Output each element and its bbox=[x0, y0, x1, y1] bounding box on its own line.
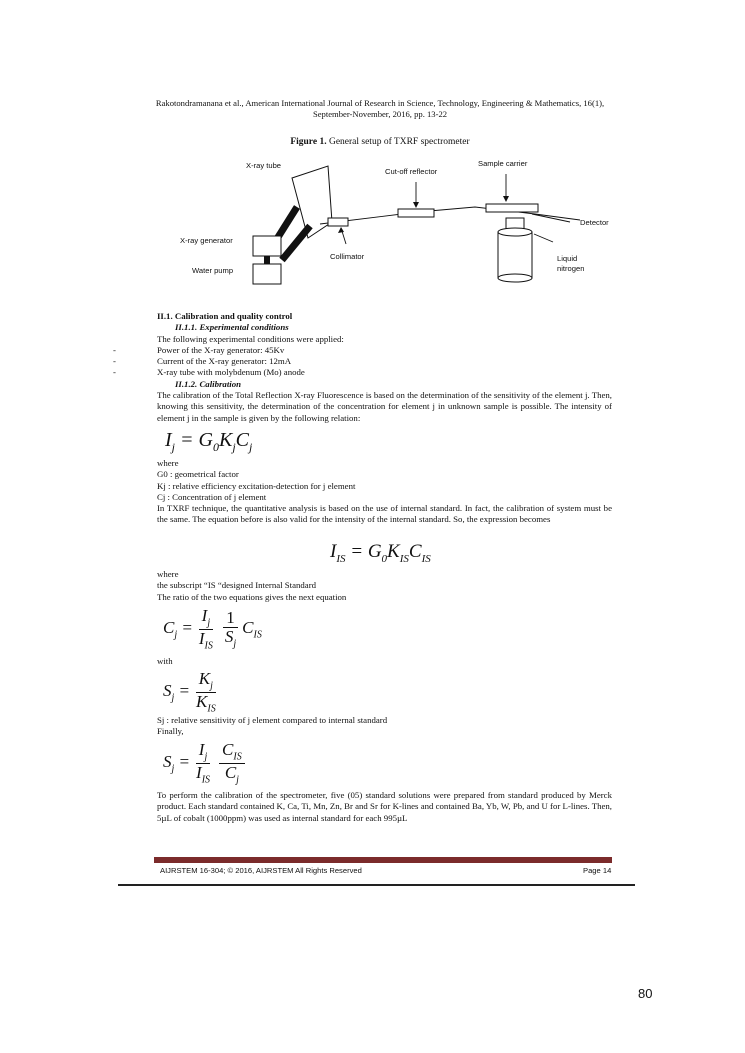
collimator-arrow-head bbox=[338, 227, 344, 233]
subsection-calibration-title: II.1.2. Calibration bbox=[175, 378, 241, 389]
equation-internal-standard: $I_{IS} = G_0K_{IS}C_{IS}$ bbox=[330, 541, 431, 565]
equation-sensitivity-final: $S_j$ = $\frac{I_j}{I_{IS}}$ $\frac{C_{IS}}{C_j}$ bbox=[163, 741, 248, 785]
with-label: with bbox=[157, 656, 173, 666]
cable-lower bbox=[282, 226, 310, 260]
label-nitrogen: nitrogen bbox=[557, 264, 585, 273]
label-water-pump: Water pump bbox=[192, 266, 234, 275]
paragraph-calibration: The calibration of the Total Reflection X-ray Fluorescence is based on the determination of the sensitivity of the element j. Then, knowing this sensitivity, the determination of the concentration for element j in unknown sample is possible. The intensity of element j in the sample is given by the following relation: bbox=[157, 390, 612, 423]
label-xray-generator: X-ray generator bbox=[180, 236, 233, 245]
finally-label: Finally, bbox=[157, 726, 184, 737]
cutoff-reflector-shape bbox=[398, 209, 434, 217]
sensitivity-definition-block bbox=[157, 715, 612, 738]
footer-bar bbox=[154, 857, 612, 863]
xray-tube-shape bbox=[292, 166, 332, 238]
nitrogen-arrow bbox=[534, 234, 553, 242]
label-xray-tube: X-ray tube bbox=[246, 161, 282, 170]
equation-sensitivity: $S_j$ = $\frac{K_j}{K_{IS}}$ bbox=[163, 669, 216, 715]
conditions-intro: The following experimental conditions were applied: bbox=[157, 333, 344, 344]
dewar-bottom bbox=[498, 274, 532, 282]
subsection-experimental-heading bbox=[157, 322, 612, 333]
sample-carrier-shape bbox=[486, 204, 538, 212]
dewar-body bbox=[498, 232, 532, 278]
condition-item: - X-ray tube with molybdenum (Mo) anode bbox=[157, 367, 612, 378]
paragraph-internal-standard: In TXRF technique, the quantitative analysis is based on the use of internal standard. In fact, the calibration of system must be the same. The equation before is also valid for the intensity of the internal standard. So, the expression becomes bbox=[157, 503, 612, 525]
subscript-note: the subscript “IS “designed Internal Standard bbox=[157, 580, 317, 591]
water-pump-box bbox=[253, 264, 281, 284]
label-liquid: Liquid bbox=[557, 254, 578, 263]
footer-page-label: Page 14 bbox=[583, 866, 612, 875]
figure-caption bbox=[150, 137, 610, 147]
cutoff-arrow-head bbox=[413, 202, 419, 208]
collimator-shape bbox=[328, 218, 348, 226]
label-sample-carrier: Sample carrier bbox=[478, 159, 528, 168]
label-cutoff-reflector: Cut-off reflector bbox=[385, 167, 438, 176]
def-sj: Sj : relative sensitivity of j element compared to internal standard bbox=[157, 715, 388, 725]
section-calibration bbox=[157, 311, 612, 424]
footer-copyright: AIJRSTEM 16-304; © 2016, AIJRSTEM All Rights Reserved bbox=[160, 866, 362, 875]
figure-caption-text: General setup of TXRF spectrometer bbox=[326, 137, 470, 147]
label-collimator: Collimator bbox=[330, 252, 365, 261]
def-kj: Kj : relative efficiency excitation-detection for j element bbox=[157, 480, 356, 491]
subsection-experimental-title: II.1.1. Experimental conditions bbox=[175, 322, 289, 333]
equation-concentration: $C_j$ = $\frac{I_j}{I_{IS}}$ $\frac{1}{S_j}$ $C_{IS}$ bbox=[163, 606, 262, 652]
figure-caption-label: Figure 1. bbox=[290, 137, 327, 147]
paragraph-standards: To perform the calibration of the spectrometer, five (05) standard solutions were prepared from standard produced by Merck product. Each standard contained K, Ca, Ti, Mn, Zn, Br and Sr for K-lines and contained Ba, Yb, W, Pb, and U for L-lines. Then, 5µL of cobalt (1000ppm) was used as internal standard for each 995µL bbox=[157, 790, 612, 823]
where-label: where bbox=[157, 458, 179, 468]
label-detector: Detector bbox=[580, 218, 609, 227]
ratio-block bbox=[157, 569, 612, 603]
def-cj: Cj : Concentration of j element bbox=[157, 491, 267, 502]
subsection-calibration-heading bbox=[157, 379, 612, 390]
txrf-setup-diagram bbox=[160, 152, 620, 287]
condition-item: - Power of the X-ray generator: 45Kv bbox=[157, 345, 612, 356]
journal-header bbox=[150, 98, 610, 120]
page-number: 80 bbox=[638, 986, 653, 1001]
header-line-2: September-November, 2016, pp. 13-22 bbox=[312, 109, 448, 119]
def-g0: G0 : geometrical factor bbox=[157, 469, 239, 480]
where-label-2: where bbox=[157, 569, 179, 579]
footer-divider bbox=[118, 884, 635, 886]
dewar-top bbox=[498, 228, 532, 236]
header-line-1: Rakotondramanana et al., American International Journal of Research in Science, Technology, Engineering & Mathematics, 16(1), bbox=[155, 98, 605, 108]
sample-arrow-head bbox=[503, 196, 509, 202]
xray-generator-box bbox=[253, 236, 281, 256]
connector-block bbox=[264, 256, 270, 264]
definitions-block bbox=[157, 458, 612, 526]
equation-intensity: $I_j = G_0K_jC_j$ bbox=[165, 429, 253, 454]
condition-item: - Current of the X-ray generator: 12mA bbox=[157, 356, 612, 367]
section-heading: II.1. Calibration and quality control bbox=[157, 311, 293, 321]
ratio-note: The ratio of the two equations gives the next equation bbox=[157, 591, 347, 602]
